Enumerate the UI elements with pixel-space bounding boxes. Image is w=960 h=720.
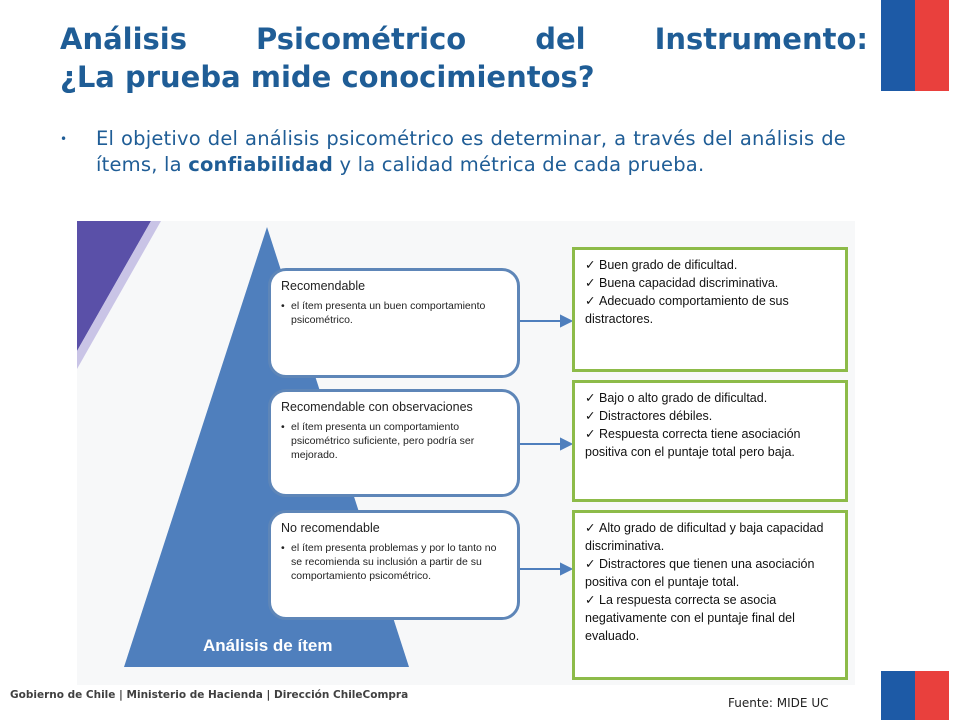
slide-title-line-1: Análisis Psicométrico del Instrumento: xyxy=(60,22,868,56)
chile-flag-bottom-decoration xyxy=(881,671,949,720)
check-icon: ✓ xyxy=(585,427,596,441)
check-icon: ✓ xyxy=(585,294,596,308)
criteria-text: Bajo o alto grado de dificultad. xyxy=(599,391,768,405)
arrow-head-icon xyxy=(561,564,571,574)
criteria-text: Buena capacidad discriminativa. xyxy=(599,276,779,290)
level-description: • el ítem presenta un comportamiento psicométrico suficiente, pero podría ser mejorado. xyxy=(281,420,507,462)
level-box-no-recomendable xyxy=(268,510,520,620)
criteria-text: Distractores que tienen una asociación positiva con el puntaje total. xyxy=(585,557,815,589)
level-title: Recomendable xyxy=(281,279,366,293)
criteria-item xyxy=(585,256,835,274)
level-title: Recomendable con observaciones xyxy=(281,400,473,414)
criteria-item xyxy=(585,389,835,407)
check-icon: ✓ xyxy=(585,593,596,607)
check-icon: ✓ xyxy=(585,521,596,535)
check-icon: ✓ xyxy=(585,258,596,272)
check-icon: ✓ xyxy=(585,557,596,571)
level-description: • el ítem presenta problemas y por lo tanto no se recomienda su inclusión a partir de su comportamiento psicométrico. xyxy=(281,541,507,583)
flag-red-band xyxy=(915,671,949,720)
criteria-item xyxy=(585,519,835,555)
level-title: No recomendable xyxy=(281,521,380,535)
criteria-text: Alto grado de dificultad y baja capacidad discriminativa. xyxy=(585,521,824,553)
arrow-head-icon xyxy=(561,316,571,326)
bullet-text-start: El objetivo del análisis psicométrico es determinar, a través del análisis de ítems, la xyxy=(96,127,846,176)
arrow-head-icon xyxy=(561,439,571,449)
level-box-recomendable xyxy=(268,268,520,378)
item-analysis-diagram xyxy=(77,221,855,685)
bullet-text-bold: confiabilidad xyxy=(188,153,334,176)
check-icon: ✓ xyxy=(585,276,596,290)
footer-text: Gobierno de Chile | Ministerio de Hacienda | Dirección ChileCompra xyxy=(10,689,409,701)
flag-red-band xyxy=(915,0,949,91)
criteria-text: Distractores débiles. xyxy=(599,409,713,423)
slide-title-line-2: ¿La prueba mide conocimientos? xyxy=(60,60,595,94)
bullet-text xyxy=(96,126,846,178)
check-icon: ✓ xyxy=(585,409,596,423)
bullet-text-end: y la calidad métrica de cada prueba. xyxy=(333,153,705,176)
criteria-text: Buen grado de dificultad. xyxy=(599,258,738,272)
criteria-item xyxy=(585,274,835,292)
criteria-box-no-recomendable xyxy=(572,510,848,680)
source-note: Fuente: MIDE UC xyxy=(728,696,829,710)
criteria-text: La respuesta correcta se asocia negativamente con el puntaje final del evaluado. xyxy=(585,593,795,643)
flag-blue-band xyxy=(881,0,915,91)
criteria-item xyxy=(585,555,835,591)
criteria-text: Adecuado comportamiento de sus distractores. xyxy=(585,294,789,326)
criteria-box-recomendable-con-observaciones xyxy=(572,380,848,502)
pyramid-label: Análisis de ítem xyxy=(203,636,333,655)
bullet-dot-icon: • xyxy=(60,132,68,146)
bullet-paragraph xyxy=(60,126,846,178)
level-box-recomendable-con-observaciones xyxy=(268,389,520,497)
level-description: • el ítem presenta un buen comportamiento psicométrico. xyxy=(281,299,507,327)
chile-flag-top-decoration xyxy=(881,0,949,91)
criteria-item xyxy=(585,292,835,328)
arrows xyxy=(519,316,571,574)
criteria-item xyxy=(585,425,835,461)
check-icon: ✓ xyxy=(585,391,596,405)
criteria-item xyxy=(585,591,835,645)
criteria-box-recomendable xyxy=(572,247,848,372)
criteria-text: Respuesta correcta tiene asociación positiva con el puntaje total pero baja. xyxy=(585,427,801,459)
criteria-item xyxy=(585,407,835,425)
flag-blue-band xyxy=(881,671,915,720)
slide-title xyxy=(60,20,868,96)
